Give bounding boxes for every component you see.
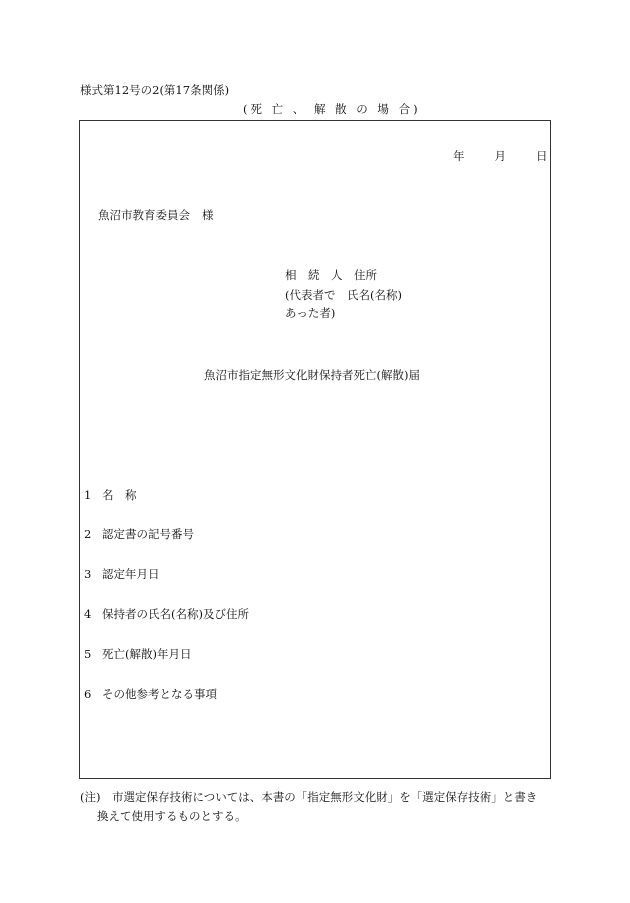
list-item [84, 526, 194, 542]
item-label: 死亡(解散)年月日 [102, 647, 192, 661]
sender-name-label: (代表者で 氏名(名称) [285, 288, 402, 302]
note-line-1: (注) 市選定保存技術については、本書の「指定無形文化財」を「選定保存技術」と書き [80, 790, 538, 804]
list-item [84, 566, 160, 582]
date-month: 月 [494, 149, 506, 163]
item-number: 2 [84, 527, 92, 541]
date-year: 年 [453, 149, 465, 163]
note-line-2: 換えて使用するものとする。 [97, 809, 247, 823]
form-number-label: 様式第12号の2(第17条関係) [80, 83, 230, 97]
sender-address-label: 相 続 人 住所 [285, 268, 377, 282]
addressee-name: 魚沼市教育委員会 [98, 208, 190, 222]
item-number: 1 [84, 488, 92, 502]
sender-note-label: あった者) [285, 306, 336, 320]
addressee-honorific: 様 [202, 208, 214, 222]
item-number: 5 [84, 647, 92, 661]
item-label: 認定書の記号番号 [102, 527, 194, 541]
item-number: 6 [84, 687, 92, 701]
case-label: (死 亡 、 解 散 の 場 合) [243, 102, 421, 116]
item-number: 3 [84, 567, 92, 581]
date-line [453, 148, 548, 164]
item-label: 認定年月日 [102, 567, 160, 581]
item-label: 名 称 [102, 488, 137, 502]
item-label: その他参考となる事項 [102, 687, 217, 701]
item-number: 4 [84, 607, 92, 621]
item-label: 保持者の氏名(名称)及び住所 [102, 607, 249, 621]
document-title: 魚沼市指定無形文化財保持者死亡(解散)届 [204, 368, 420, 382]
list-item [84, 487, 137, 503]
date-day: 日 [536, 149, 548, 163]
list-item [84, 686, 217, 702]
list-item [84, 606, 249, 622]
list-item [84, 646, 191, 662]
addressee [98, 207, 214, 223]
